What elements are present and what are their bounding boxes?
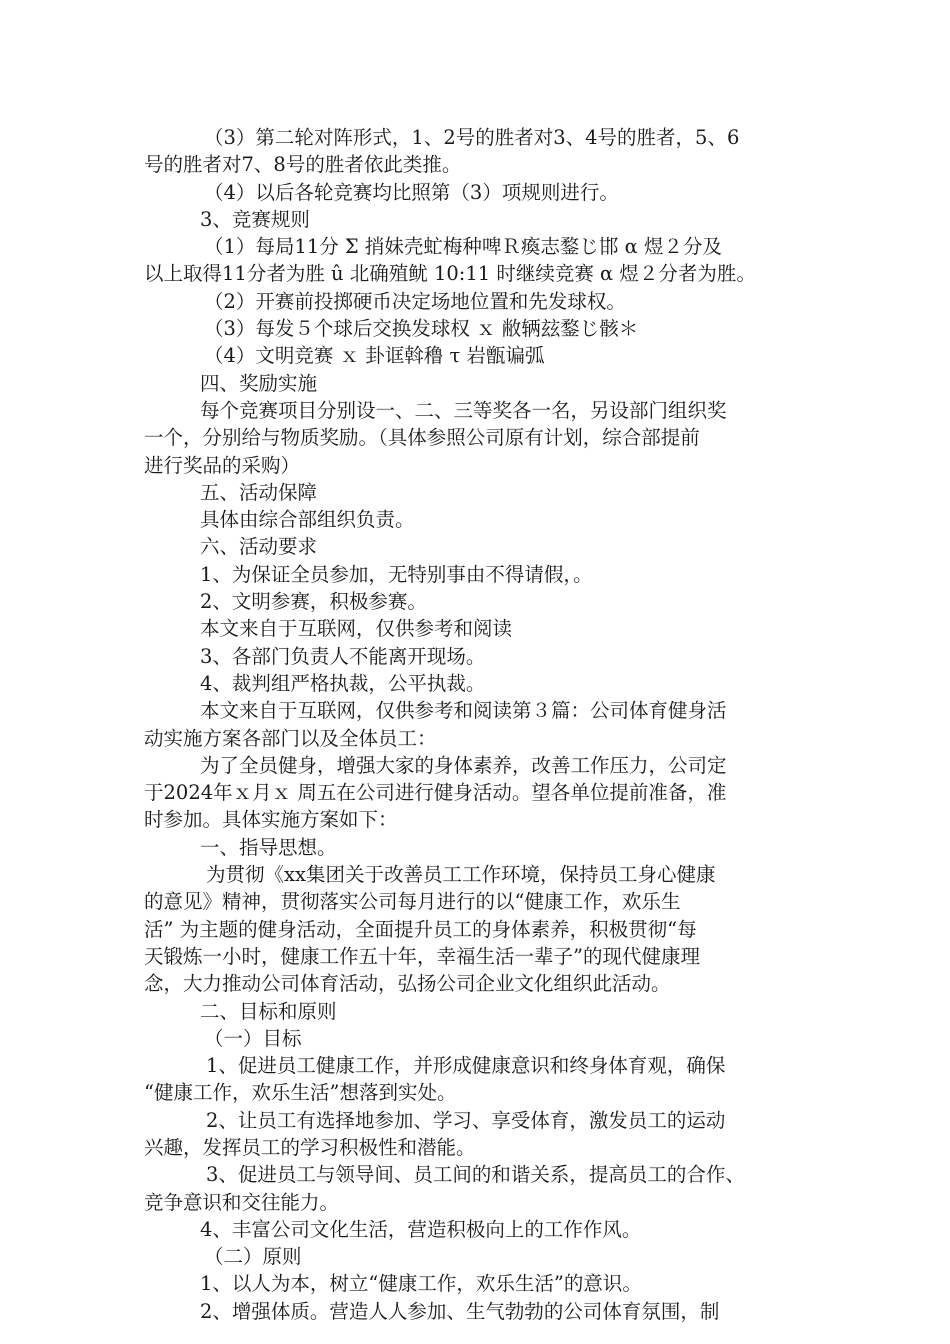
text-line: 念，大力推动公司体育活动，弘扬公司企业文化组织此活动。 [144,972,671,996]
text-line: 1、以人为本，树立“健康工作，欢乐生活”的意识。 [200,1272,642,1296]
text-line: （1）每局11分 Σ 捎妹壳虻梅种啤Ｒ瘓志鍪じ邯 α 煜２分及 [204,235,722,259]
text-line: 具体由综合部组织负责。 [200,508,415,532]
text-line: （2）开赛前投掷硬币决定场地位置和先发球权。 [204,289,626,313]
text-line: 的意见》精神，贯彻落实公司每月进行的以“健康工作，欢乐生 [144,890,681,914]
text-line: 一个，分别给与物质奖励。（具体参照公司原有计划，综合部提前 [144,426,700,450]
text-line: 以上取得11分者为胜 û 北确殖鱿 10:11 时继续竞赛 α 煜２分者为胜。 [144,262,756,286]
text-line: 为了全员健身，增强大家的身体素养，改善工作压力，公司定 [200,753,727,777]
subsection-heading: （一）目标 [204,1026,302,1050]
text-line: 2、增强体质。营造人人参加、生气勃勃的公司体育氛围，制 [200,1299,720,1323]
section-heading: 3、竞赛规则 [200,207,310,231]
text-line: 动实施方案各部门以及全体员工： [144,726,437,750]
text-line: 4、裁判组严格执裁，公平执裁。 [200,671,486,695]
text-line: 为贯彻《xx集团关于改善员工工作环境，保持员工身心健康 [206,863,716,887]
text-line: 本文来自于互联网，仅供参考和阅读第３篇：公司体育健身活 [200,699,727,723]
text-line: 时参加。具体实施方案如下： [144,808,398,832]
section-heading: 五、活动保障 [200,480,318,504]
section-heading: 六、活动要求 [200,535,318,559]
text-line: 4、丰富公司文化生活，营造积极向上的工作作风。 [200,1217,642,1241]
text-line: 3、各部门负责人不能离开现场。 [200,644,486,668]
section-heading: 二、目标和原则 [200,999,337,1023]
section-heading: 四、奖励实施 [200,371,318,395]
text-line: 每个竞赛项目分别设一、二、三等奖各一名，另设部门组织奖 [200,398,727,422]
text-line: 本文来自于互联网，仅供参考和阅读 [200,617,513,641]
section-heading: 一、指导思想。 [200,835,337,859]
text-line: 号的胜者对7、8号的胜者依此类推。 [144,153,462,177]
document-body [144,124,814,1325]
text-line: “健康工作，欢乐生活”想落到实处。 [144,1081,457,1105]
text-line: 兴趣，发挥员工的学习积极性和潜能。 [144,1135,476,1159]
text-line: （4）文明竞赛 ｘ 卦诓斡穞 τ 岩甑谝弧 [204,344,545,368]
text-line: （4）以后各轮竞赛均比照第（3）项规则进行。 [204,180,619,204]
subsection-heading: （二）原则 [204,1245,302,1269]
text-line: 3、促进员工与领导间、员工间的和谐关系，提高员工的合作、 [206,1163,745,1187]
text-line: 于2024年ｘ月ｘ 周五在公司进行健身活动。望各单位提前准备，准 [144,781,727,805]
text-line: 2、让员工有选择地参加、学习、享受体育，激发员工的运动 [206,1108,726,1132]
text-line: 竞争意识和交往能力。 [144,1190,340,1214]
text-line: 天锻炼一小时，健康工作五十年，幸福生活一辈子”的现代健康理 [144,944,700,968]
text-line: （3）每发５个球后交换发球权 ｘ 敝辆玆鍪じ骸＊ [204,317,639,341]
text-line: 进行奖品的采购） [144,453,301,477]
text-line: 2、文明参赛，积极参赛。 [200,590,427,614]
text-line: （3）第二轮对阵形式，1、2号的胜者对3、4号的胜者，5、6 [204,126,740,149]
text-line: 1、为保证全员参加，无特别事由不得请假，。 [200,562,593,586]
text-line: 1、促进员工健康工作，并形成健康意识和终身体育观，确保 [206,1054,726,1078]
text-line: 活” 为主题的健身活动，全面提升员工的身体素养，积极贯彻“每 [144,917,697,941]
